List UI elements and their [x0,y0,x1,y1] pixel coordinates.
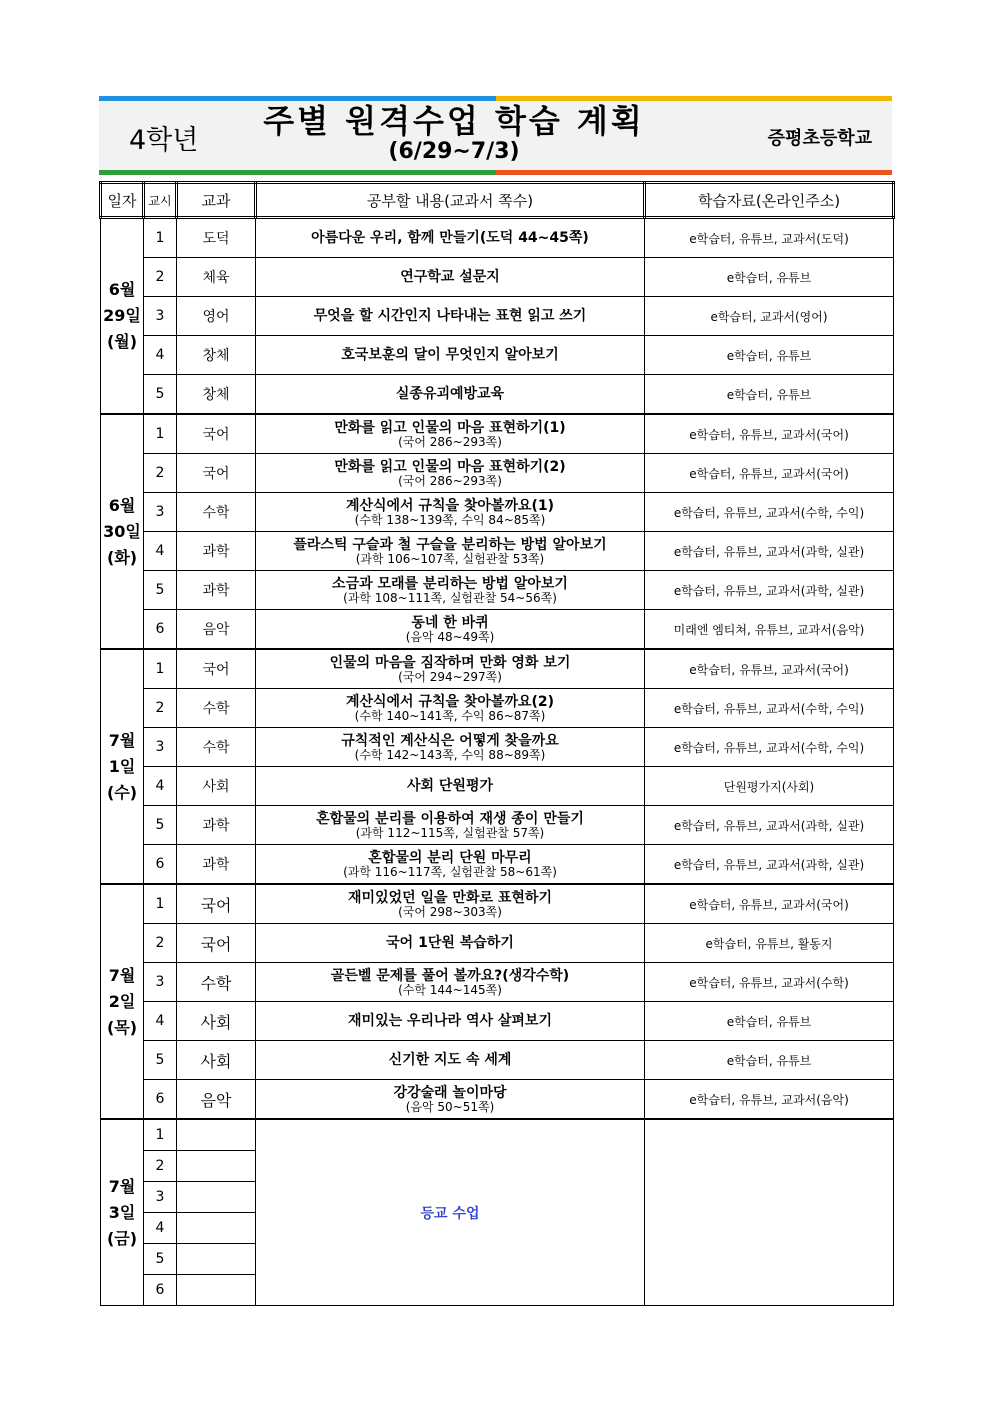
table-row [101,336,894,375]
content-title: 인물의 마음을 짐작하며 만화 영화 보기 [329,654,571,671]
content-pages: (국어 294~297쪽) [398,669,502,684]
period-cell: 6 [144,610,177,650]
table-row [101,767,894,806]
subject-cell: 체육 [177,258,256,297]
table-row [101,454,894,493]
date-month: 7월 [108,730,136,750]
table-row [101,532,894,571]
resources-cell: e학습터, 유튜브, 교과서(과학, 실관) [645,571,894,610]
date-cell [101,218,144,415]
resources-cell: e학습터, 유튜브 [645,258,894,297]
content-cell [256,649,645,689]
resources-cell: e학습터, 유튜브, 교과서(국어) [645,649,894,689]
content-cell [256,689,645,728]
header-content: 공부할 내용(교과서 쪽수) [256,183,645,218]
subject-cell [177,1151,256,1182]
content-cell [256,610,645,650]
content-title: 혼합물의 분리를 이용하여 재생 종이 만들기 [316,810,584,827]
content-pages: (수학 144~145쪽) [398,982,502,997]
content-title: 재미있는 우리나라 역사 살펴보기 [348,1013,552,1029]
content-pages: (국어 286~293쪽) [398,473,502,488]
content-cell [256,963,645,1002]
content-title: 계산식에서 규칙을 찾아볼까요(2) [345,693,555,710]
table-row [101,610,894,650]
table-row [101,1080,894,1120]
period-cell: 4 [144,532,177,571]
table-row [101,1002,894,1041]
subject-cell: 사회 [177,767,256,806]
subject-cell [177,1275,256,1306]
header-period: 교시 [144,183,177,218]
resources-cell: e학습터, 유튜브, 교과서(음악) [645,1080,894,1120]
date-cell [101,884,144,1119]
date-day: 29일 [103,306,141,325]
period-cell: 4 [144,1213,177,1244]
date-day: 1일 [108,756,136,776]
period-cell: 1 [144,884,177,924]
content-pages: (국어 298~303쪽) [398,904,502,919]
resources-cell: e학습터, 유튜브, 교과서(국어) [645,414,894,454]
table-row [101,375,894,415]
table-row [101,258,894,297]
content-cell [256,1119,645,1306]
date-weekday: (화) [106,547,138,567]
resources-cell: e학습터, 유튜브, 교과서(과학, 실관) [645,845,894,885]
header-bar-green [99,170,496,175]
content-cell [256,532,645,571]
table-row [101,1041,894,1080]
subject-cell: 국어 [177,884,256,924]
lesson-plan-table [99,181,895,1306]
period-cell: 3 [144,1182,177,1213]
lesson-rows [101,218,894,1306]
content-pages: (과학 108~111쪽, 실험관찰 54~56쪽) [343,590,557,605]
content-title: 호국보훈의 달이 무엇인지 알아보기 [341,347,559,363]
content-title: 국어 1단원 복습하기 [386,935,514,951]
period-cell: 2 [144,1151,177,1182]
table-row [101,414,894,454]
resources-cell: 미래엔 엠티쳐, 유튜브, 교과서(음악) [645,610,894,650]
content-cell [256,218,645,258]
subject-cell [177,1182,256,1213]
resources-cell: e학습터, 유튜브, 교과서(수학, 수익) [645,493,894,532]
date-day: 3일 [108,1202,136,1222]
content-title: 만화를 읽고 인물의 마음 표현하기(1) [334,419,566,436]
resources-cell: e학습터, 유튜브, 교과서(도덕) [645,218,894,258]
table-row [101,1119,894,1151]
subject-cell: 과학 [177,806,256,845]
date-weekday: (월) [106,332,138,351]
date-month: 7월 [108,1176,136,1196]
period-cell: 5 [144,1244,177,1275]
period-cell: 1 [144,218,177,258]
table-row [101,728,894,767]
content-cell [256,297,645,336]
content-cell [256,728,645,767]
period-cell: 2 [144,689,177,728]
subject-cell: 과학 [177,845,256,885]
subject-cell: 국어 [177,924,256,963]
content-cell [256,767,645,806]
period-cell: 5 [144,1041,177,1080]
period-cell: 1 [144,1119,177,1151]
period-cell: 4 [144,767,177,806]
date-month: 7월 [108,965,136,985]
content-cell [256,845,645,885]
content-title: 규칙적인 계산식은 어떻게 찾을까요 [341,732,559,749]
table-row [101,845,894,885]
resources-cell: e학습터, 유튜브 [645,375,894,415]
content-title: 소금과 모래를 분리하는 방법 알아보기 [332,575,568,592]
content-cell [256,1041,645,1080]
resources-cell: e학습터, 유튜브 [645,1041,894,1080]
page-title: 주별 원격수업 학습 계획 [263,102,645,140]
content-cell [256,375,645,415]
content-pages: (음악 48~49쪽) [405,629,495,644]
content-pages: (수학 142~143쪽, 수익 88~89쪽) [354,747,546,762]
plan-header [99,96,892,175]
period-cell: 3 [144,493,177,532]
resources-cell: e학습터, 유튜브, 교과서(수학, 수익) [645,728,894,767]
resources-cell: e학습터, 유튜브 [645,336,894,375]
header-date: 일자 [101,183,144,218]
subject-cell: 창체 [177,375,256,415]
header-bar-orange [496,170,892,175]
resources-cell: e학습터, 유튜브, 교과서(국어) [645,884,894,924]
content-title: 재미있었던 일을 만화로 표현하기 [348,889,552,906]
header-subject: 교과 [177,183,256,218]
subject-cell: 수학 [177,493,256,532]
period-cell: 5 [144,571,177,610]
content-cell [256,336,645,375]
subject-cell: 과학 [177,571,256,610]
period-cell: 3 [144,297,177,336]
content-pages: (수학 140~141쪽, 수익 86~87쪽) [354,708,546,723]
onsite-class-label: 등교 수업 [420,1205,480,1222]
resources-cell: e학습터, 교과서(영어) [645,297,894,336]
subject-cell: 국어 [177,454,256,493]
subject-cell: 과학 [177,532,256,571]
content-title: 아름다운 우리, 함께 만들기(도덕 44~45쪽) [311,230,589,246]
table-row [101,806,894,845]
content-title: 혼합물의 분리 단원 마무리 [368,849,532,866]
content-title: 동네 한 바퀴 [411,614,489,631]
content-title: 골든벨 문제를 풀어 볼까요?(생각수학) [330,967,570,984]
subject-cell: 창체 [177,336,256,375]
content-cell [256,1080,645,1120]
content-cell [256,414,645,454]
content-title: 강강술래 놀이마당 [393,1084,507,1101]
school-name: 증평초등학교 [767,128,872,149]
content-title: 무엇을 할 시간인지 나타내는 표현 읽고 쓰기 [313,308,587,324]
resources-cell: e학습터, 유튜브, 교과서(과학, 실관) [645,806,894,845]
period-cell: 3 [144,963,177,1002]
table-row [101,493,894,532]
content-pages: (국어 286~293쪽) [398,434,502,449]
resources-cell [645,1119,894,1306]
resources-cell: e학습터, 유튜브, 활동지 [645,924,894,963]
subject-cell [177,1244,256,1275]
subject-cell: 음악 [177,610,256,650]
table-row [101,297,894,336]
subject-cell: 수학 [177,728,256,767]
date-month: 6월 [108,280,136,299]
content-pages: (과학 106~107쪽, 실험관찰 53쪽) [355,551,545,566]
content-pages: (수학 138~139쪽, 수익 84~85쪽) [354,512,546,527]
table-row [101,963,894,1002]
period-cell: 6 [144,1080,177,1120]
table-row [101,924,894,963]
content-cell [256,884,645,924]
grade-label: 4학년 [129,125,199,156]
resources-cell: e학습터, 유튜브, 교과서(과학, 실관) [645,532,894,571]
resources-cell: e학습터, 유튜브, 교과서(수학, 수익) [645,689,894,728]
subject-cell: 수학 [177,963,256,1002]
content-cell [256,571,645,610]
content-pages: (음악 50~51쪽) [405,1099,495,1114]
date-cell [101,1119,144,1306]
period-cell: 1 [144,414,177,454]
plan-period: (6/29~7/3) [388,139,520,164]
period-cell: 6 [144,1275,177,1306]
table-header-row [101,183,894,218]
subject-cell [177,1119,256,1151]
subject-cell: 영어 [177,297,256,336]
period-cell: 6 [144,845,177,885]
table-row [101,649,894,689]
table-row [101,884,894,924]
content-cell [256,493,645,532]
period-cell: 4 [144,1002,177,1041]
content-pages: (과학 116~117쪽, 실험관찰 58~61쪽) [343,864,557,879]
period-cell: 3 [144,728,177,767]
subject-cell: 국어 [177,414,256,454]
content-cell [256,454,645,493]
content-title: 실종유괴예방교육 [395,386,505,402]
period-cell: 2 [144,924,177,963]
table-row [101,571,894,610]
subject-cell: 음악 [177,1080,256,1120]
date-cell [101,649,144,884]
period-cell: 5 [144,375,177,415]
content-cell [256,924,645,963]
content-title: 사회 단원평가 [406,778,494,794]
resources-cell: e학습터, 유튜브, 교과서(국어) [645,454,894,493]
subject-cell: 사회 [177,1002,256,1041]
header-resources: 학습자료(온라인주소) [645,183,894,218]
date-weekday: (금) [106,1228,138,1248]
content-title: 플라스틱 구슬과 철 구슬을 분리하는 방법 알아보기 [293,536,607,553]
period-cell: 2 [144,258,177,297]
date-weekday: (수) [106,782,138,802]
subject-cell: 국어 [177,649,256,689]
content-title: 계산식에서 규칙을 찾아볼까요(1) [345,497,555,514]
date-cell [101,414,144,649]
content-title: 연구학교 설문지 [400,269,500,285]
subject-cell: 사회 [177,1041,256,1080]
resources-cell: e학습터, 유튜브, 교과서(수학) [645,963,894,1002]
content-cell [256,258,645,297]
resources-cell: e학습터, 유튜브 [645,1002,894,1041]
content-title: 신기한 지도 속 세계 [388,1052,512,1068]
table-row [101,218,894,258]
date-weekday: (목) [106,1017,138,1037]
content-cell [256,806,645,845]
table-row [101,689,894,728]
content-pages: (과학 112~115쪽, 실험관찰 57쪽) [355,825,545,840]
content-title: 만화를 읽고 인물의 마음 표현하기(2) [334,458,566,475]
date-day: 2일 [108,991,136,1011]
content-cell [256,1002,645,1041]
subject-cell: 도덕 [177,218,256,258]
subject-cell [177,1213,256,1244]
period-cell: 5 [144,806,177,845]
subject-cell: 수학 [177,689,256,728]
date-month: 6월 [108,495,136,515]
period-cell: 2 [144,454,177,493]
period-cell: 1 [144,649,177,689]
date-day: 30일 [103,521,141,541]
resources-cell: 단원평가지(사회) [645,767,894,806]
period-cell: 4 [144,336,177,375]
